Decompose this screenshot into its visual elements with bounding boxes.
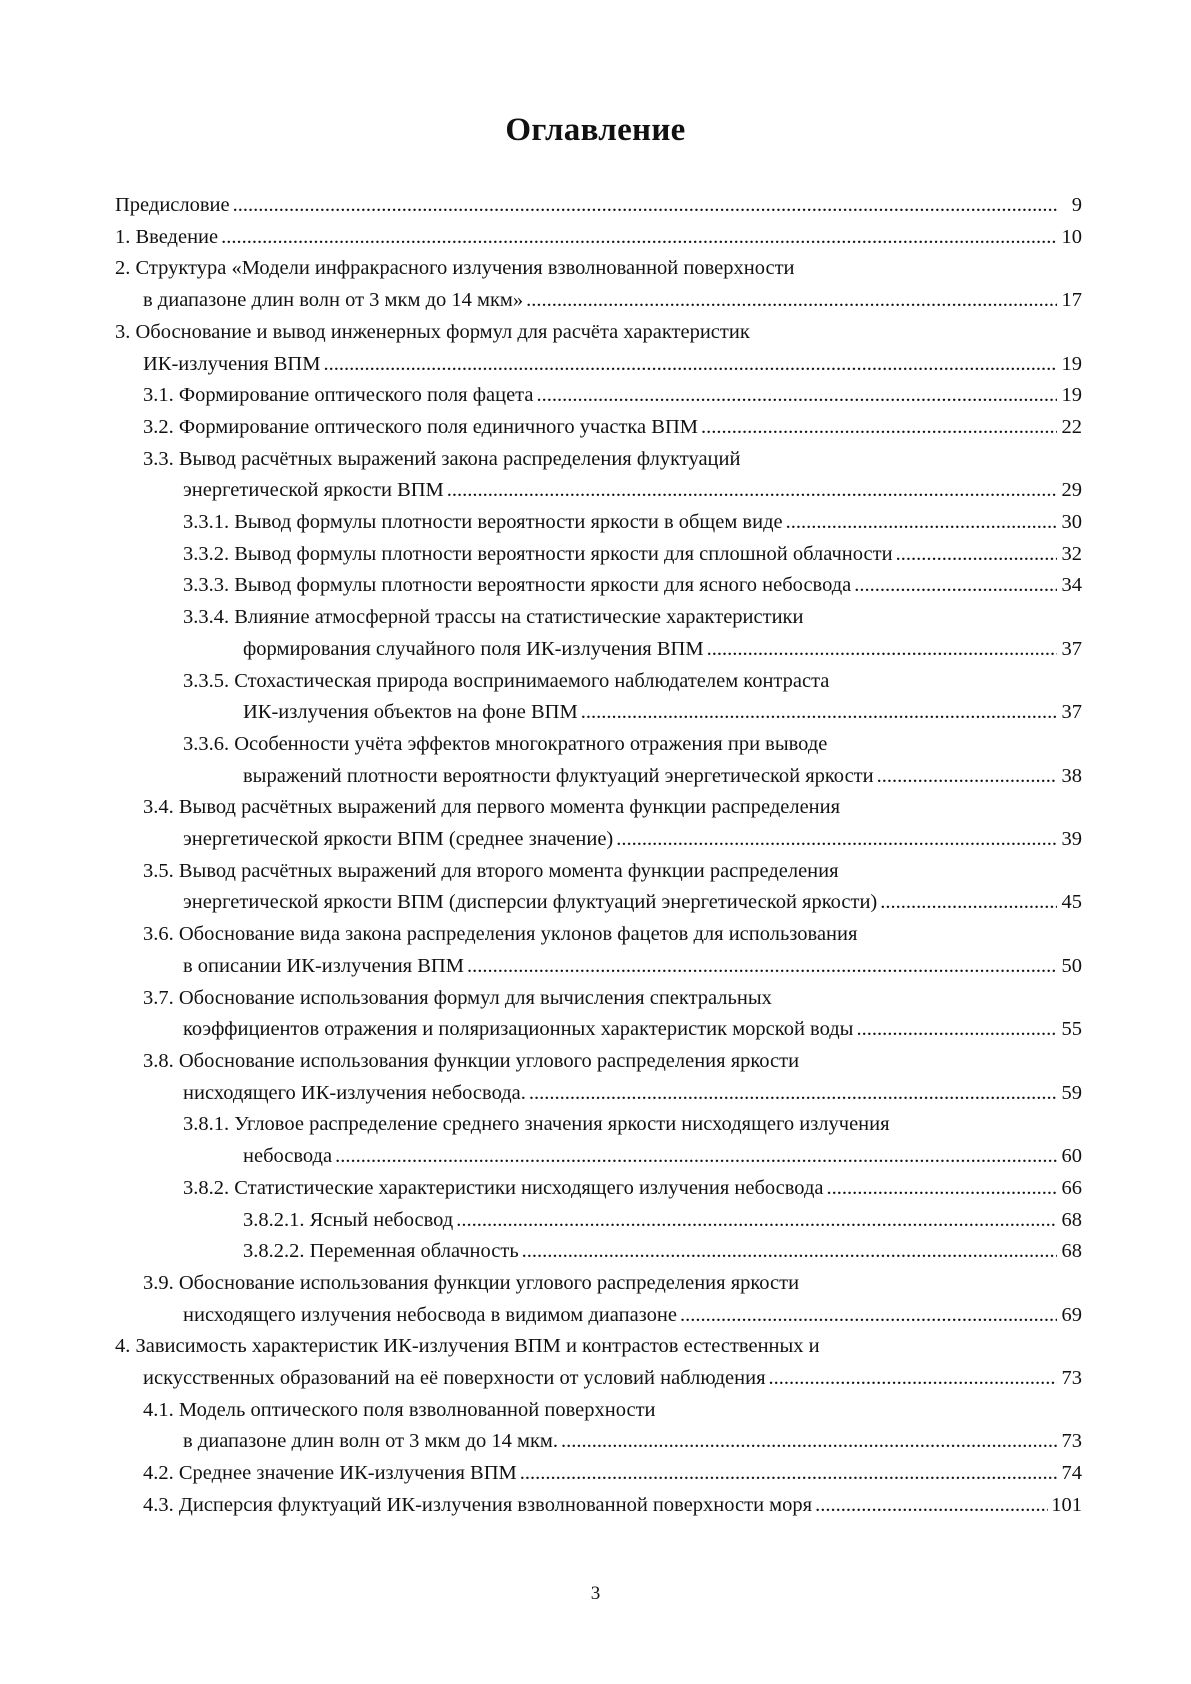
- dot-leader: [522, 1236, 1057, 1268]
- toc-entry[interactable]: [115, 602, 1082, 665]
- toc-entry[interactable]: [115, 983, 1082, 1046]
- toc-entry[interactable]: [115, 1046, 1082, 1109]
- toc-entry-row: [143, 887, 1082, 919]
- dot-leader: [877, 761, 1057, 793]
- toc-entry[interactable]: [115, 380, 1082, 412]
- toc-entry-text-line: 3.8.1. Угловое распределение среднего значения яркости нисходящего излучения: [183, 1113, 890, 1136]
- toc-entry-page-number: 59: [1061, 1081, 1082, 1104]
- toc-entry-text-line: энергетической яркости ВПМ: [183, 479, 444, 502]
- toc-entry-row: [143, 1490, 1082, 1522]
- toc-entry-row: [143, 951, 1082, 983]
- toc-entry-text-line: выражений плотности вероятности флуктуаций энергетической яркости: [243, 764, 874, 787]
- toc-entry[interactable]: [115, 666, 1082, 729]
- toc-entry-row: [143, 1078, 1082, 1110]
- toc-entry-text-line: в описании ИК-излучения ВПМ: [183, 954, 464, 977]
- toc-entry-page-number: 38: [1061, 764, 1082, 787]
- dot-leader: [536, 380, 1057, 412]
- dot-leader: [323, 349, 1057, 381]
- toc-entry[interactable]: [115, 1173, 1082, 1205]
- dot-leader: [854, 570, 1057, 602]
- toc-entry-page-number: 73: [1061, 1367, 1082, 1390]
- dot-leader: [815, 1490, 1048, 1522]
- toc-entry[interactable]: [115, 1205, 1082, 1237]
- toc-entry[interactable]: [115, 507, 1082, 539]
- toc-entry-row: [143, 380, 1082, 412]
- dot-leader: [335, 1141, 1057, 1173]
- toc-entry-text-line: нисходящего излучения небосвода в видимом диапазоне: [183, 1303, 677, 1326]
- toc-entry-row: [183, 1141, 1082, 1173]
- toc-entry-text-line: 4. Зависимость характеристик ИК-излучения ВПМ и контрастов естественных и: [115, 1335, 820, 1358]
- toc-entry-row: [115, 222, 1082, 254]
- toc-entry[interactable]: [115, 190, 1082, 222]
- toc-entry-text-line: 3.3.1. Вывод формулы плотности вероятности яркости в общем виде: [183, 511, 783, 534]
- toc-entry-text-line: 1. Введение: [115, 225, 219, 248]
- toc-entry-page-number: 39: [1061, 828, 1082, 851]
- dot-leader: [880, 887, 1057, 919]
- toc-entry-row: [243, 1236, 1082, 1268]
- dot-leader: [581, 697, 1057, 729]
- toc-entry-text-line: 3.2. Формирование оптического поля единичного участка ВПМ: [143, 415, 698, 438]
- toc-entry-page-number: 66: [1061, 1176, 1082, 1199]
- toc-entry-text-line: 3.7. Обоснование использования формул для вычисления спектральных: [143, 986, 772, 1009]
- dot-leader: [769, 1363, 1057, 1395]
- toc-entry-page-number: 19: [1061, 352, 1082, 375]
- toc-entry-text-line: 3.8.2.2. Переменная облачность: [243, 1240, 519, 1263]
- toc-entry[interactable]: [115, 253, 1082, 316]
- page-number: 3: [590, 1583, 601, 1604]
- toc-entry-row: [243, 1205, 1082, 1237]
- toc-entry-text-line: 3.6. Обоснование вида закона распределения уклонов фацетов для использования: [143, 923, 858, 946]
- toc-title: Оглавление: [505, 112, 686, 148]
- toc-entry-text-line: 3.3.5. Стохастическая природа воспринимаемого наблюдателем контраста: [183, 669, 830, 692]
- toc-entry[interactable]: [115, 1268, 1082, 1331]
- toc-entry-text-line: Предисловие: [115, 194, 230, 216]
- toc-entry[interactable]: [115, 317, 1082, 380]
- toc-entry-text-line: искусственных образований на её поверхности от условий наблюдения: [143, 1367, 766, 1390]
- toc-entry-page-number: 60: [1061, 1145, 1082, 1168]
- dot-leader: [529, 1078, 1057, 1110]
- table-of-contents: [115, 190, 1082, 1522]
- dot-leader: [707, 634, 1057, 666]
- toc-entry-page-number: 45: [1061, 891, 1082, 914]
- toc-entry-row: [183, 539, 1082, 571]
- dot-leader: [616, 824, 1057, 856]
- dot-leader: [786, 507, 1057, 539]
- toc-entry-text-line: 3.8.2. Статистические характеристики нисходящего излучения небосвода: [183, 1176, 824, 1199]
- toc-entry[interactable]: [115, 919, 1082, 982]
- toc-entry-row: [183, 1173, 1082, 1205]
- toc-entry[interactable]: [115, 539, 1082, 571]
- toc-entry-text-line: 3.3.6. Особенности учёта эффектов многократного отражения при выводе: [183, 732, 828, 755]
- toc-entry-page-number: 32: [1061, 542, 1082, 565]
- toc-entry-text-line: 3.8.2.1. Ясный небосвод: [243, 1208, 454, 1231]
- toc-entry-text-line: энергетической яркости ВПМ (среднее значение): [183, 828, 614, 851]
- toc-entry-row: [143, 412, 1082, 444]
- toc-entry-row: [143, 1014, 1082, 1046]
- dot-leader: [467, 951, 1057, 983]
- toc-entry[interactable]: [115, 1109, 1082, 1172]
- toc-entry-text-line: ИК-излучения ВПМ: [143, 352, 321, 375]
- toc-entry-page-number: 19: [1061, 384, 1082, 407]
- toc-entry-row: [115, 190, 1082, 222]
- toc-entry-text-line: 3.9. Обоснование использования функции углового распределения яркости: [143, 1271, 800, 1294]
- toc-entry-text-line: ИК-излучения объектов на фоне ВПМ: [243, 701, 578, 724]
- toc-entry-page-number: 10: [1061, 225, 1082, 248]
- toc-entry-row: [183, 697, 1082, 729]
- toc-entry[interactable]: [115, 444, 1082, 507]
- dot-leader: [896, 539, 1057, 571]
- toc-entry-page-number: 17: [1061, 289, 1082, 312]
- dot-leader: [680, 1300, 1057, 1332]
- toc-entry-page-number: 68: [1061, 1208, 1082, 1231]
- toc-entry[interactable]: [115, 412, 1082, 444]
- toc-entry-row: [143, 1426, 1082, 1458]
- dot-leader: [856, 1014, 1057, 1046]
- toc-entry-text-line: 3.8. Обоснование использования функции углового распределения яркости: [143, 1049, 800, 1072]
- toc-entry-text-line: 3.3. Вывод расчётных выражений закона распределения флуктуаций: [143, 447, 741, 470]
- dot-leader: [221, 222, 1057, 254]
- toc-entry-row: [115, 349, 1082, 381]
- toc-entry-page-number: 34: [1061, 574, 1082, 597]
- toc-entry-text-line: коэффициентов отражения и поляризационных характеристик морской воды: [183, 1018, 854, 1041]
- toc-entry-text-line: небосвода: [243, 1145, 333, 1168]
- toc-entry-row: [183, 507, 1082, 539]
- toc-entry-page-number: 30: [1061, 511, 1082, 534]
- toc-entry-text-line: 3.4. Вывод расчётных выражений для первого момента функции распределения: [143, 796, 841, 819]
- toc-entry-text-line: энергетической яркости ВПМ (дисперсии флуктуаций энергетической яркости): [183, 891, 878, 914]
- toc-entry-text-line: 4.2. Среднее значение ИК-излучения ВПМ: [143, 1462, 517, 1485]
- toc-entry-text-line: 4.1. Модель оптического поля взволнованной поверхности: [143, 1398, 656, 1421]
- toc-entry-page-number: 74: [1061, 1462, 1082, 1485]
- toc-entry[interactable]: [115, 1490, 1082, 1522]
- toc-entry-page-number: 9: [1071, 194, 1082, 216]
- toc-entry[interactable]: [115, 1236, 1082, 1268]
- toc-entry-text-line: 3.3.4. Влияние атмосферной трассы на статистические характеристики: [183, 606, 804, 629]
- toc-entry[interactable]: [115, 570, 1082, 602]
- dot-leader: [233, 190, 1057, 222]
- toc-entry-page-number: 37: [1061, 637, 1082, 660]
- dot-leader: [701, 412, 1057, 444]
- toc-entry-row: [115, 285, 1082, 317]
- toc-entry[interactable]: [115, 792, 1082, 855]
- toc-entry-row: [115, 1363, 1082, 1395]
- toc-entry-text-line: нисходящего ИК-излучения небосвода.: [183, 1081, 526, 1104]
- toc-entry-row: [183, 761, 1082, 793]
- toc-entry-row: [183, 570, 1082, 602]
- toc-entry-text-line: в диапазоне длин волн от 3 мкм до 14 мкм»: [143, 289, 524, 312]
- dot-leader: [447, 475, 1057, 507]
- toc-entry[interactable]: [115, 1331, 1082, 1394]
- toc-entry[interactable]: [115, 1395, 1082, 1458]
- toc-entry-page-number: 68: [1061, 1240, 1082, 1263]
- toc-entry-text-line: 3. Обоснование и вывод инженерных формул для расчёта характеристик: [115, 320, 750, 343]
- toc-entry-text-line: 3.3.3. Вывод формулы плотности вероятности яркости для ясного небосвода: [183, 574, 852, 597]
- toc-entry-row: [143, 1458, 1082, 1490]
- toc-entry-row: [183, 634, 1082, 666]
- toc-entry-page-number: 73: [1061, 1430, 1082, 1453]
- toc-entry[interactable]: [115, 856, 1082, 919]
- toc-entry-text-line: в диапазоне длин волн от 3 мкм до 14 мкм.: [183, 1430, 559, 1453]
- toc-entry-text-line: 2. Структура «Модели инфракрасного излучения взволнованной поверхности: [115, 257, 795, 280]
- toc-entry-text-line: 3.3.2. Вывод формулы плотности вероятности яркости для сплошной облачности: [183, 542, 893, 565]
- toc-entry[interactable]: [115, 1458, 1082, 1490]
- dot-leader: [520, 1458, 1057, 1490]
- toc-entry-text-line: 4.3. Дисперсия флуктуаций ИК-излучения взволнованной поверхности моря: [143, 1493, 813, 1516]
- toc-entry-page-number: 50: [1061, 954, 1082, 977]
- toc-entry[interactable]: [115, 729, 1082, 792]
- dot-leader: [561, 1426, 1057, 1458]
- toc-entry-page-number: 55: [1061, 1018, 1082, 1041]
- toc-entry[interactable]: [115, 222, 1082, 254]
- toc-entry-page-number: 69: [1061, 1303, 1082, 1326]
- toc-entry-row: [143, 475, 1082, 507]
- toc-entry-text-line: формирования случайного поля ИК-излучения ВПМ: [243, 637, 704, 660]
- dot-leader: [827, 1173, 1058, 1205]
- toc-entry-text-line: 3.1. Формирование оптического поля фацета: [143, 384, 534, 407]
- toc-entry-page-number: 101: [1051, 1493, 1082, 1516]
- toc-entry-row: [143, 1300, 1082, 1332]
- toc-entry-page-number: 29: [1061, 479, 1082, 502]
- toc-entry-row: [143, 824, 1082, 856]
- toc-entry-page-number: 22: [1061, 415, 1082, 438]
- dot-leader: [526, 285, 1057, 317]
- toc-entry-text-line: 3.5. Вывод расчётных выражений для второго момента функции распределения: [143, 859, 839, 882]
- toc-entry-page-number: 37: [1061, 701, 1082, 724]
- dot-leader: [456, 1205, 1057, 1237]
